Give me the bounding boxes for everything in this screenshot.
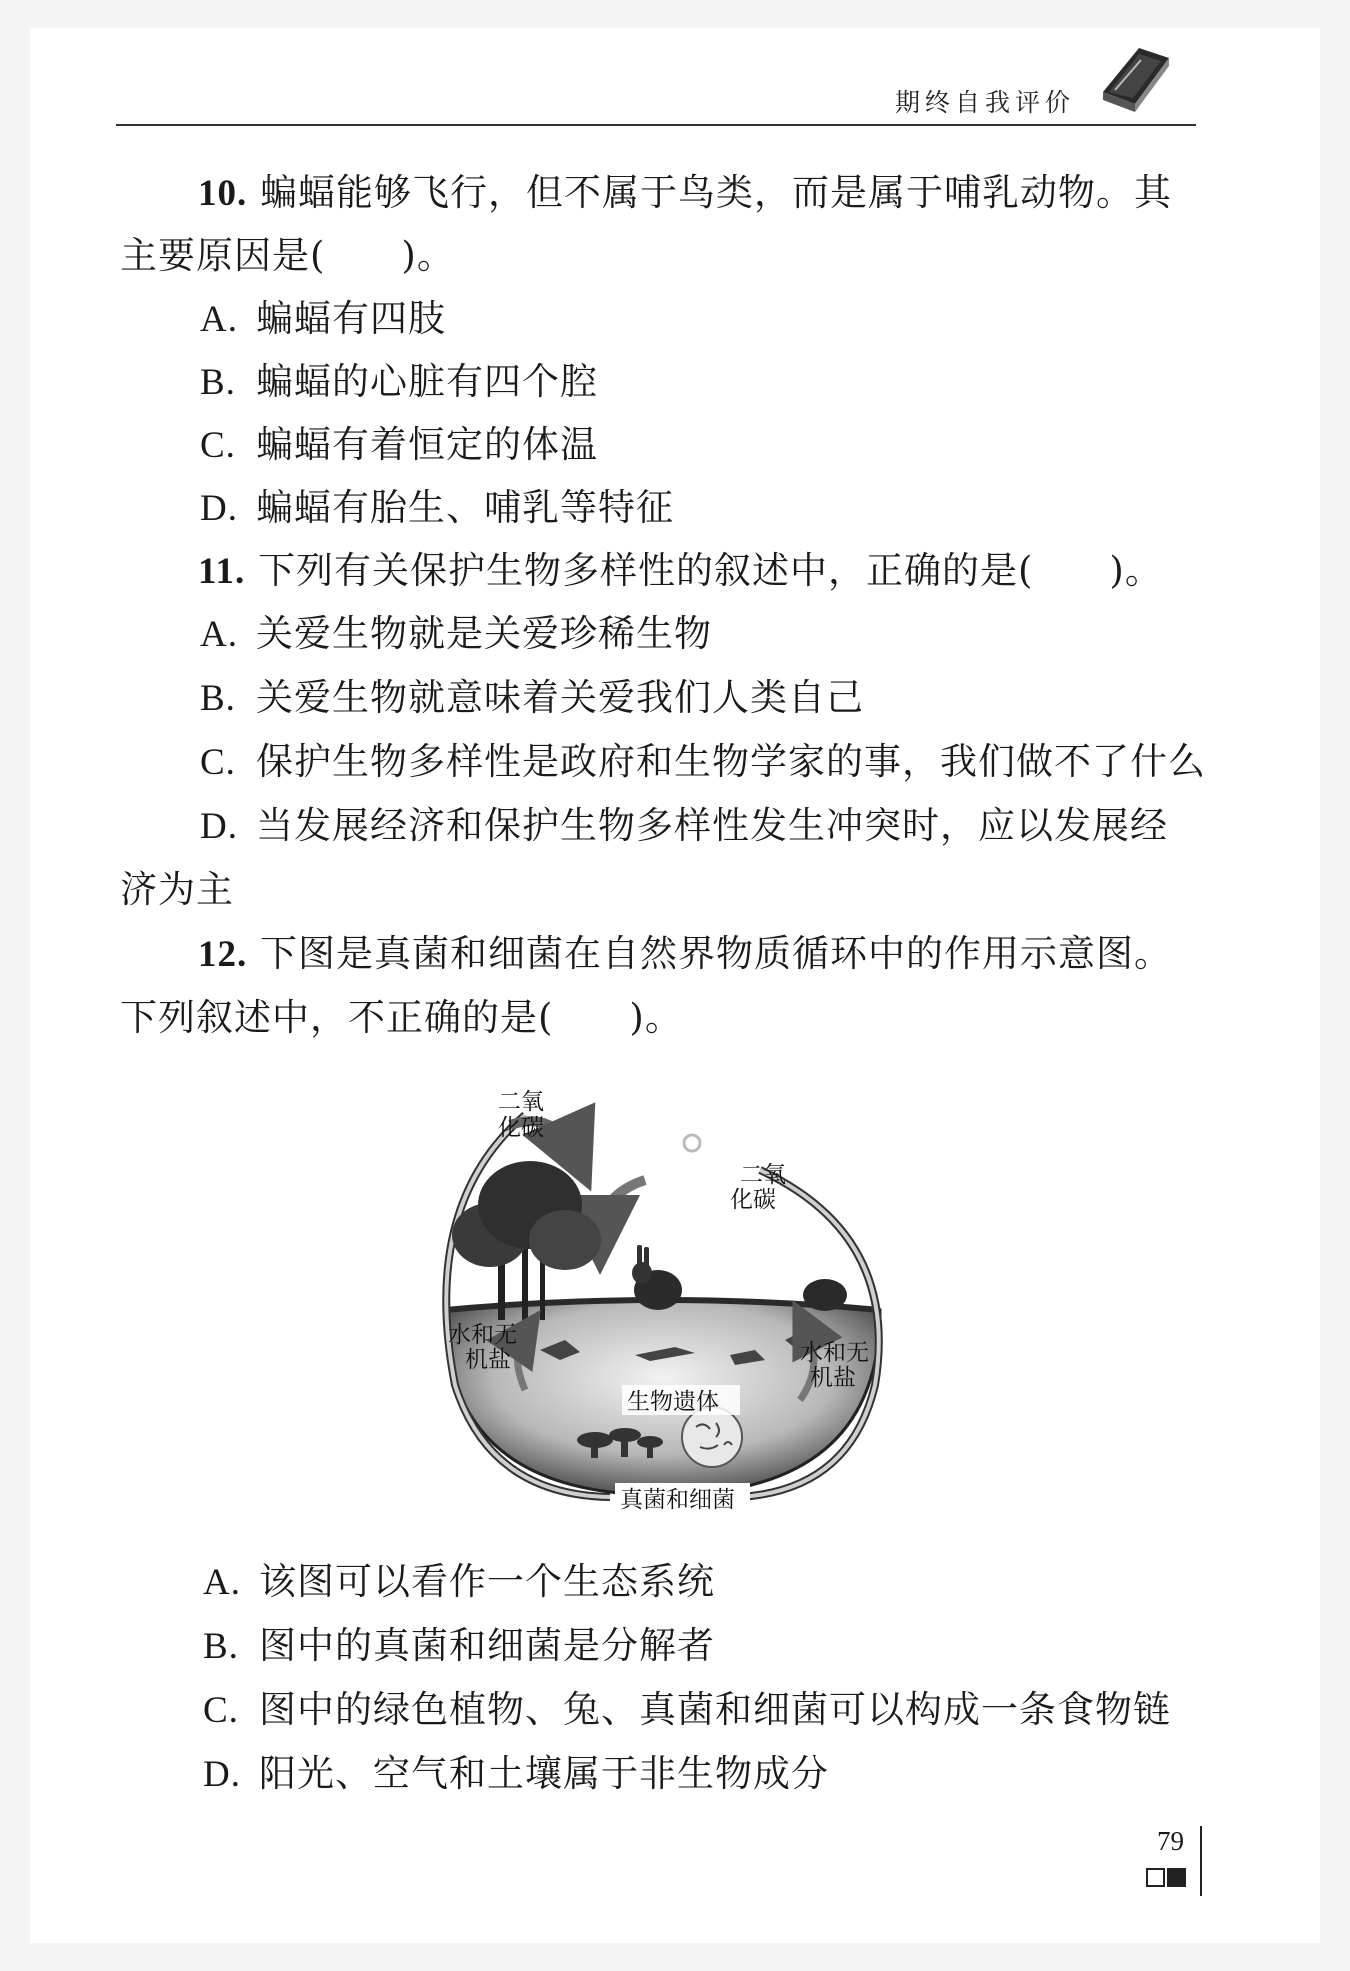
q11-option-d	[200, 804, 1168, 849]
label-water-left-2: 机盐	[465, 1347, 511, 1373]
option-text: 蝙蝠有着恒定的体温	[256, 423, 598, 466]
option-text: 关爱生物就意味着关爱我们人类自己	[256, 676, 864, 719]
book-icon	[1095, 40, 1175, 116]
option-text: 图中的真菌和细菌是分解者	[259, 1624, 715, 1667]
sun	[684, 1135, 700, 1151]
co2-arrow-right	[600, 1180, 645, 1235]
option-text: 蝙蝠有四肢	[256, 297, 446, 340]
header-rule	[116, 124, 1196, 126]
option-text: 该图可以看作一个生态系统	[259, 1560, 715, 1603]
option-letter: D.	[200, 488, 238, 529]
option-letter: B.	[203, 1626, 239, 1667]
q12-stem-text: 下图是真菌和细菌在自然界物质循环中的作用示意图。	[260, 932, 1173, 975]
q10-number: 10.	[198, 173, 248, 214]
q12-number: 12.	[198, 934, 248, 975]
q12-stem-line2: 下列叙述中，不正确的是( )。	[120, 996, 683, 1039]
q12-option-b	[203, 1624, 715, 1669]
option-letter: D.	[200, 806, 238, 847]
q11-number: 11.	[198, 551, 246, 592]
option-text: 保护生物多样性是政府和生物学家的事，我们做不了什么	[256, 740, 1206, 783]
label-co2-left-2: 化碳	[498, 1115, 544, 1141]
option-letter: C.	[203, 1690, 239, 1731]
q10-stem-line2: 主要原因是( )。	[120, 234, 455, 277]
label-co2-left-1: 二氧	[498, 1089, 544, 1115]
option-text: 当发展经济和保护生物多样性发生冲突时，应以发展经	[256, 804, 1168, 847]
option-letter: A.	[203, 1562, 241, 1603]
option-letter: B.	[200, 678, 236, 719]
option-letter: A.	[200, 299, 238, 340]
q10-option-b	[200, 360, 598, 405]
q11-option-b	[200, 676, 864, 721]
label-remains: 生物遗体	[627, 1389, 719, 1415]
page-number: 79	[1157, 1826, 1184, 1856]
option-text: 阳光、空气和土壤属于非生物成分	[259, 1752, 829, 1795]
q11-option-c	[200, 740, 1206, 785]
option-letter: A.	[200, 614, 238, 655]
q11-option-a	[200, 612, 712, 657]
q12-option-c	[203, 1688, 1171, 1733]
page-number-rule	[1200, 1826, 1202, 1896]
rabbit	[632, 1245, 682, 1310]
q12-option-d	[203, 1752, 829, 1797]
option-letter: C.	[200, 742, 236, 783]
label-decomposers: 真菌和细菌	[620, 1487, 735, 1513]
option-letter: D.	[203, 1754, 241, 1795]
label-water-right-2: 机盐	[810, 1365, 856, 1391]
q11-stem-text: 下列有关保护生物多样性的叙述中，正确的是( )。	[257, 549, 1163, 592]
label-water-left-1: 水和无	[448, 1322, 517, 1348]
q10-stem-line1	[198, 171, 1172, 216]
bacteria-icon	[682, 1407, 742, 1467]
option-text: 关爱生物就是关爱珍稀生物	[256, 612, 712, 655]
bush	[803, 1279, 847, 1311]
q11-stem	[198, 549, 1163, 594]
option-text: 图中的绿色植物、兔、真菌和细菌可以构成一条食物链	[259, 1688, 1171, 1731]
option-text: 蝙蝠有胎生、哺乳等特征	[256, 486, 674, 529]
q10-option-c	[200, 423, 598, 468]
label-co2-right-1: 二氧	[740, 1162, 786, 1188]
q10-option-d	[200, 486, 674, 531]
header-title: 期终自我评价	[895, 88, 1076, 117]
q10-stem-text: 蝙蝠能够飞行，但不属于鸟类，而是属于哺乳动物。其	[260, 171, 1173, 214]
label-co2-right-2: 化碳	[730, 1187, 776, 1213]
option-letter: C.	[200, 425, 236, 466]
page-mark-filled	[1167, 1868, 1186, 1887]
page-mark-empty	[1146, 1868, 1165, 1887]
q10-option-a	[200, 297, 446, 342]
cycle-diagram	[430, 1085, 895, 1515]
option-letter: B.	[200, 362, 236, 403]
page-marks	[1146, 1868, 1188, 1891]
option-text: 蝙蝠的心脏有四个腔	[256, 360, 598, 403]
q12-stem-line1	[198, 932, 1172, 977]
q11-option-d-continuation: 济为主	[120, 868, 234, 911]
q12-option-a	[203, 1560, 715, 1605]
label-water-right-1: 水和无	[800, 1340, 869, 1366]
